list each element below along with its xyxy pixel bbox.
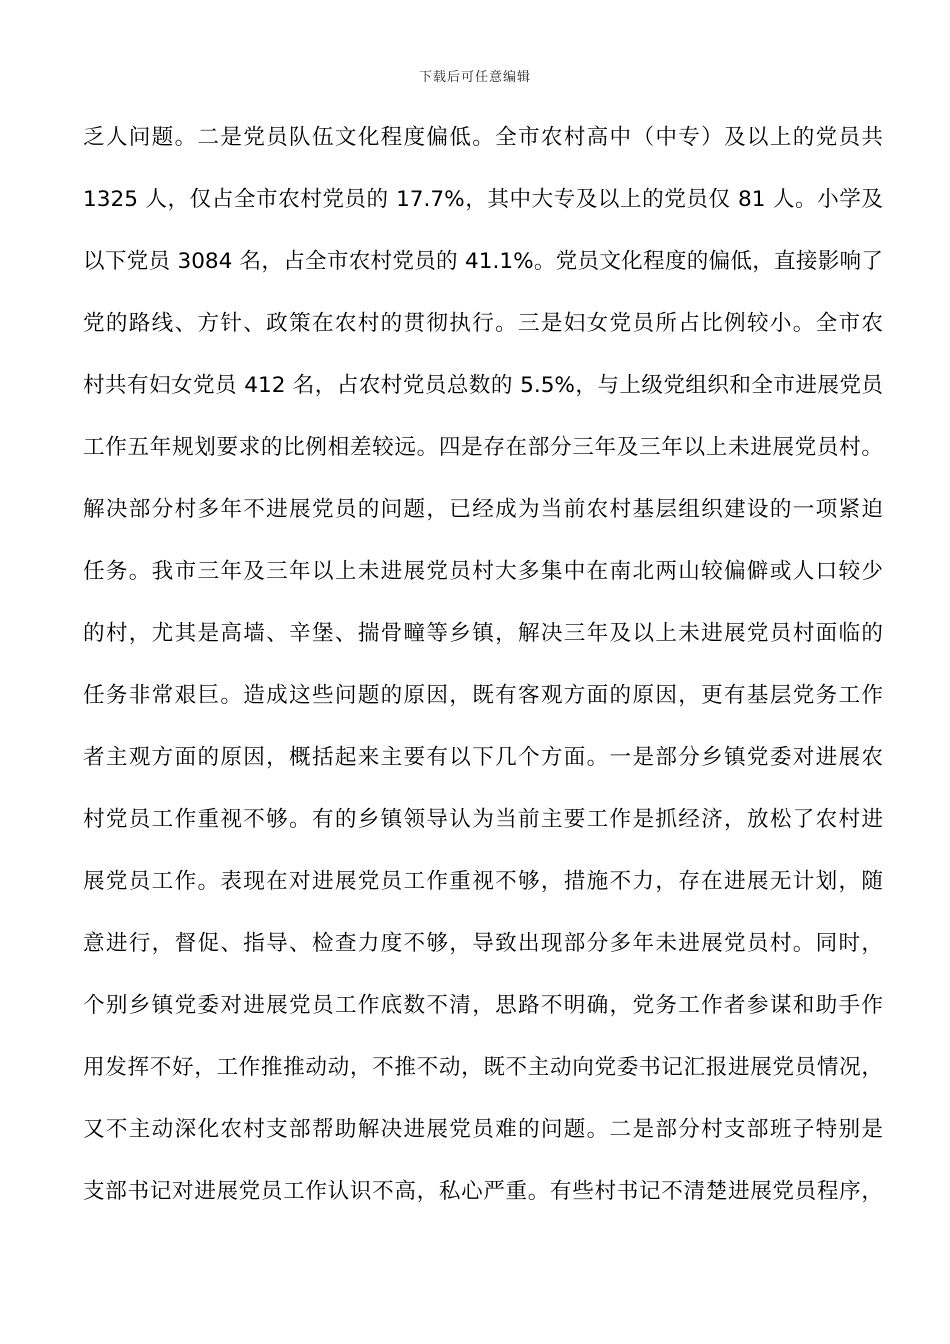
text-line: 支部书记对进展党员工作认识不高，私心严重。有些村书记不清楚进展党员程序， [83, 1179, 883, 1204]
text-line: 任务非常艰巨。造成这些问题的原因，既有客观方面的原因，更有基层党务工作 [83, 683, 883, 708]
text-line: 用发挥不好，工作推推动动，不推不动，既不主动向党委书记汇报进展党员情况， [83, 1055, 883, 1080]
text-line: 意进行，督促、指导、检查力度不够，导致出现部分多年未进展党员村。同时， [83, 931, 883, 956]
text-line: 党的路线、方针、政策在农村的贯彻执行。三是妇女党员所占比例较小。全市农 [83, 311, 883, 336]
text-line: 村党员工作重视不够。有的乡镇领导认为当前主要工作是抓经济，放松了农村进 [83, 807, 883, 832]
text-line: 解决部分村多年不进展党员的问题，已经成为当前农村基层组织建设的一项紧迫 [83, 497, 883, 522]
text-line: 任务。我市三年及三年以上未进展党员村大多集中在南北两山较偏僻或人口较少 [83, 559, 883, 584]
text-line: 乏人问题。二是党员队伍文化程度偏低。全市农村高中（中专）及以上的党员共 [83, 125, 883, 150]
page-header: 下载后可任意编辑 [418, 70, 531, 85]
text-line: 的村，尤其是高墙、辛堡、揣骨疃等乡镇，解决三年及以上未进展党员村面临的 [83, 621, 883, 646]
text-line: 又不主动深化农村支部帮助解决进展党员难的问题。二是部分村支部班子特别是 [83, 1117, 883, 1142]
body-text [83, 120, 883, 1236]
text-line: 个别乡镇党委对进展党员工作底数不清，思路不明确，党务工作者参谋和助手作 [83, 993, 883, 1018]
text-line: 以下党员 3084 名，占全市农村党员的 41.1%。党员文化程度的偏低，直接影响了 [83, 249, 883, 274]
text-line: 1325 人，仅占全市农村党员的 17.7%，其中大专及以上的党员仅 81 人。小学及 [83, 187, 883, 212]
text-line: 者主观方面的原因，概括起来主要有以下几个方面。一是部分乡镇党委对进展农 [83, 745, 883, 770]
text-line: 村共有妇女党员 412 名，占农村党员总数的 5.5%，与上级党组织和全市进展党员 [83, 373, 883, 398]
text-line: 展党员工作。表现在对进展党员工作重视不够，措施不力，存在进展无计划，随 [83, 869, 883, 894]
text-line: 工作五年规划要求的比例相差较远。四是存在部分三年及三年以上未进展党员村。 [83, 435, 883, 460]
